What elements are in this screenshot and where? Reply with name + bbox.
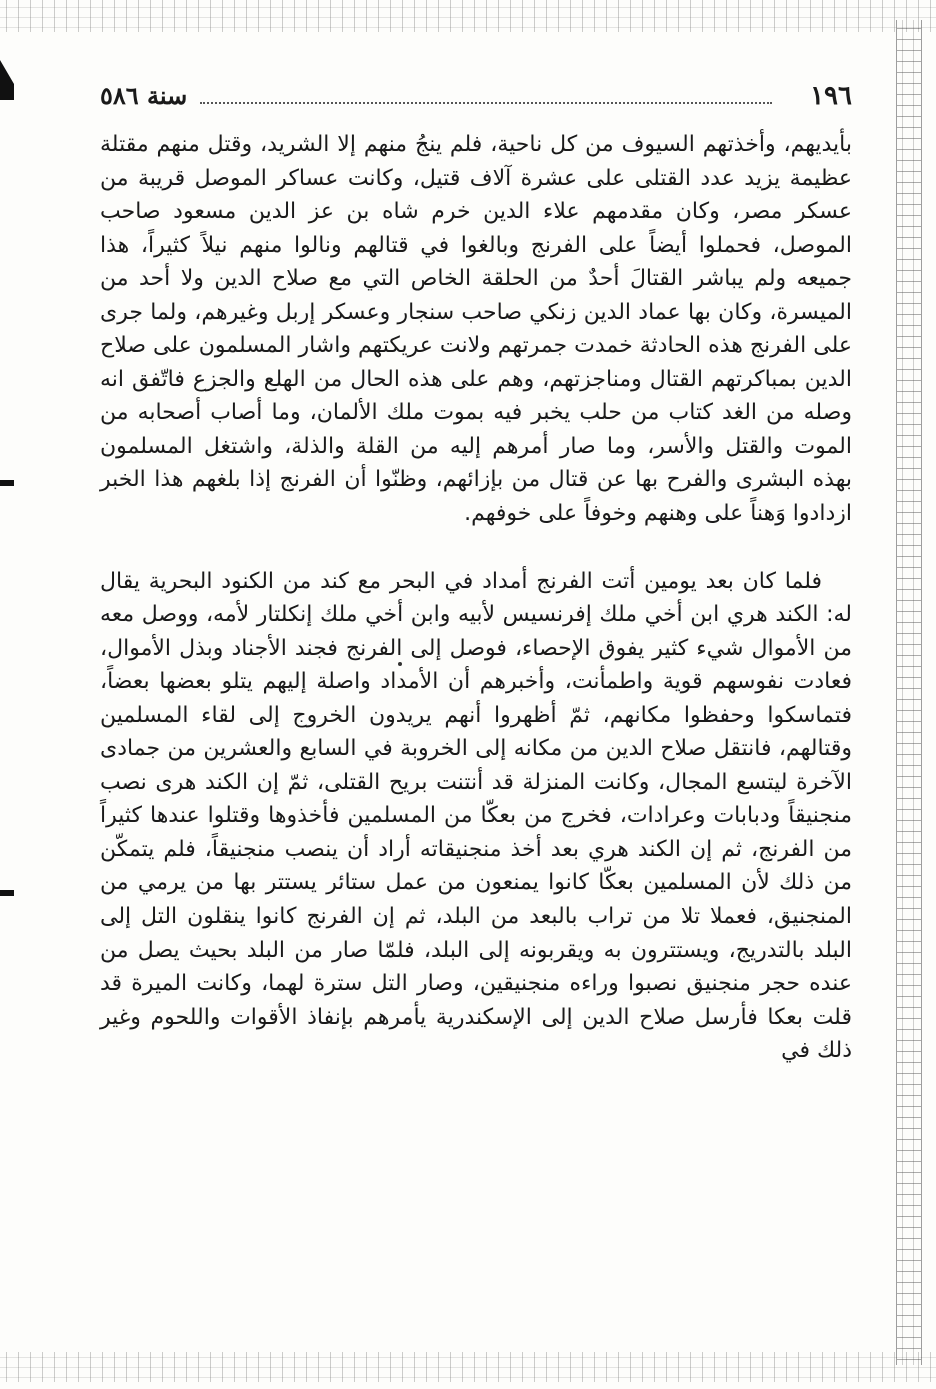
paragraph-2: فلما كان بعد يومين أتت الفرنج أمداد في البحر مع كند من الكنود البحرية يقال له: الكند هري ابن أخي ملك إفرنسيس لأبيه وابن أخي ملك إنكلتار لأمه، ووصل معه من الأموال شيء كثير يفوق الإحصاء، فوصل إلى الفرنج فجند الأجناد وبذل الأموال، فعادت نفوسهم قوية واطمأنت، وأخبرهم أن الأمداد واصلة إليهم يتلو بعضها بعضاً، فتماسكوا وحفظوا مكانهم، ثمّ أظهروا أنهم يريدون الخروج إلى لقاء المسلمين وقتالهم، فانتقل صلاح الدين من مكانه إلى الخروبة في السابع والعشرين من جمادى الآخرة ليتسع المجال، وكانت المنزلة قد أنتنت بريح القتلى، ثمّ إن الكند هرى نصب منجنيقاً ودبابات وعرادات، فخرج من بعكّا من المسلمين فأخذوها وقتلوا عندها كثيراً من الفرنج، ثم إن الكند هري بعد أخذ منجنيقاته أراد أن ينصب منجنيقاً، فلم يتمكّن من ذلك لأن المسلمين بعكّا كانوا يمنعون من عمل ستائر يستتر بها من يرمي من المنجنيق، فعملا تلا من تراب بالبعد من البلد، ثم إن الفرنج كانوا ينقلون التل إلى البلد بالتدريج، ويستترون به ويقربونه إلى البلد، فلمّا صار من البلد بحيث يصل من عنده حجر منجنيق نصبوا وراءه منجنيقين، وصار التل سترة لهما، وكانت الميرة قد قلت بعكا فأرسل صلاح الدين إلى الإسكندرية يأمرهم بإنفاذ الأقوات واللحوم وغير ذلك في [100,568,852,1064]
running-head [100,76,852,116]
scan-edge-mark [0,480,14,486]
header-dotted-leader [200,102,772,104]
decorative-border-top [0,0,936,32]
body-text [100,128,852,1068]
stray-dot [398,662,402,666]
decorative-border-right [896,20,922,1365]
running-title: سنة ٥٨٦ [100,81,188,110]
decorative-border-bottom [0,1352,936,1382]
paragraph-1: بأيديهم، وأخذتهم السيوف من كل ناحية، فلم ينجُ منهم إلا الشريد، وقتل منهم مقتلة عظيمة يزيد عدد القتلى على عشرة آلاف قتيل، وكانت عساكر الموصل قريبة من عسكر مصر، وكان مقدمهم علاء الدين خرم شاه بن عز الدين مسعود صاحب الموصل، فحملوا أيضاً على الفرنج وبالغوا في قتالهم ونالوا منهم نيلاً كثيراً، هذا جميعه ولم يباشر القتالَ أحدٌ من الحلقة الخاص التي مع صلاح الدين ولا أحد من الميسرة، وكان بها عماد الدين زنكي صاحب سنجار وعسكر إربل وغيرهم، ولما جرى على الفرنج هذه الحادثة خمدت جمرتهم ولانت عريكتهم واشار المسلمون على صلاح الدين بمباكرتهم القتال ومناجزتهم، وهم على هذه الحال من الهلع والجزع فاتّفق انه وصله من الغد كتاب من حلب يخبر فيه بموت ملك الألمان، وما أصاب أصحابه من الموت والقتل والأسر، وما صار أمرهم إليه من القلة والذلة، واشتغل المسلمون بهذه البشرى والفرح بها عن قتال من بإزائهم، وظنّوا أن الفرنج إذا بلغهم هذا الخبر ازدادوا وَهناً على وهنهم وخوفاً على خوفهم. [100,132,852,527]
scan-edge-mark [0,890,14,896]
scan-edge-mark [0,60,14,100]
page-number: ١٩٦ [810,81,852,111]
